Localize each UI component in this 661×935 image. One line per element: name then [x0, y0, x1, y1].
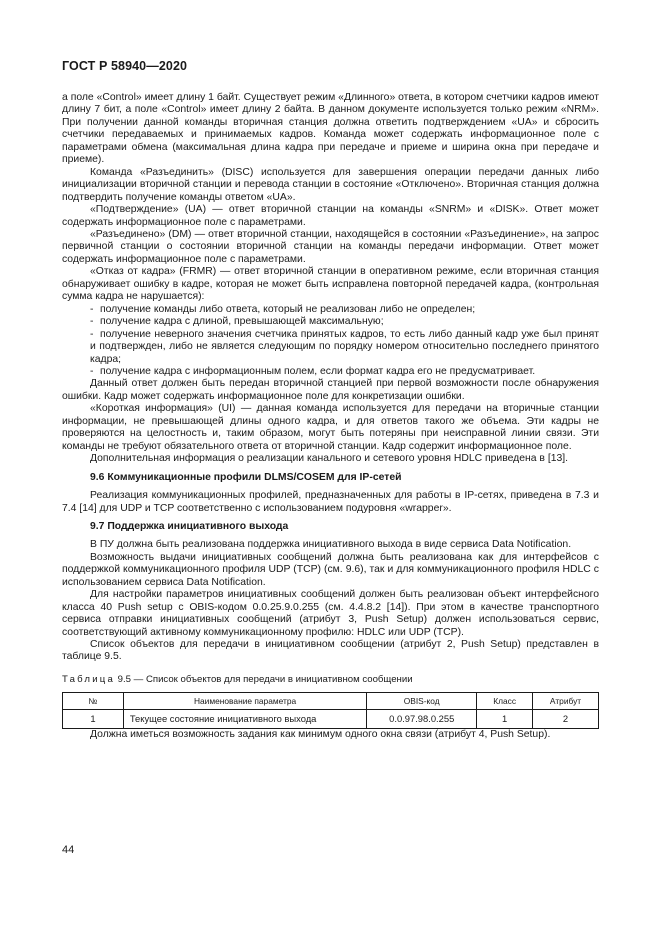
column-header: Атрибут [533, 693, 599, 710]
list-item [62, 304, 599, 316]
list-dash: - [90, 303, 94, 315]
table-caption-label: Таблица [62, 673, 116, 685]
list-item [62, 316, 599, 328]
column-header: Наименование параметра [123, 693, 366, 710]
paragraph: Данный ответ должен быть передан вторичной станцией при первой возможности после обнаружения ошибки. Кадр может содержать информационное поле для конкретизации ошибки. [62, 378, 599, 402]
table-row [63, 710, 599, 729]
table-cell: 0.0.97.98.0.255 [367, 710, 477, 729]
list-item [62, 366, 599, 378]
list-item [62, 329, 599, 366]
list-item-text: получение кадра с длиной, превышающей максимальную; [100, 316, 384, 328]
table-caption [62, 674, 599, 686]
document-header: ГОСТ Р 58940—2020 [62, 59, 188, 73]
paragraph: Список объектов для передачи в инициативном сообщении (атрибут 2, Push Setup) представлен в таблице 9.5. [62, 639, 599, 663]
table-caption-title: 9.5 — Список объектов для передачи в инициативном сообщении [115, 673, 413, 685]
table-cell: 2 [533, 710, 599, 729]
paragraph: Реализация коммуникационных профилей, предназначенных для работы в IP-сетях, приведена в 7.3 и 7.4 [14] для UDP и TCP соответственно с использованием подуровня «wrapper». [62, 490, 599, 514]
table-cell: 1 [63, 710, 124, 729]
paragraph: Команда «Разъединить» (DISC) используется для завершения операции передачи данных либо инициализации вторичной станции и перевода станции в состояние «Отключено». Вторичная станция должна подтвердить получение команды ответом «UA». [62, 166, 599, 203]
paragraph: Должна иметься возможность задания как минимум одного окна связи (атрибут 4, Push Setup). [90, 729, 551, 741]
table-header-row [63, 693, 599, 710]
paragraph: Дополнительная информация о реализации канального и сетевого уровня HDLC приведена в [13]. [90, 453, 569, 465]
paragraph: Возможность выдачи инициативных сообщений должна быть реализована как для интерфейсов с поддержкой коммуникационного профиля UDP (TCP) (см. 9.6), так и для коммуникационного профиля HDLC с использованием сервиса Data Notification. [62, 551, 599, 588]
paragraph: «Короткая информация» (UI) — данная команда используется для передачи на вторичные станции информации, не превышающей длины одного кадра, и для ответов такого же объема. Эти кадры не проверяются на целостность и, таким образом, могут быть потеряны при неисправной линии связи. Эти команды не требуют обязательного ответа от вторичной станции. Кадр содержит информационное поле. [62, 403, 599, 452]
page-number: 44 [62, 844, 75, 856]
table-cell: Текущее состояние инициативного выхода [123, 710, 366, 729]
paragraph: В ПУ должна быть реализована поддержка инициативного выхода в виде сервиса Data Notification. [90, 539, 572, 551]
list-dash: - [90, 365, 94, 377]
column-header: Класс [477, 693, 533, 710]
document-body [62, 92, 599, 742]
list-dash: - [90, 328, 94, 340]
list-item-text: получение кадра с информационным полем, если формат кадра его не предусматривает. [100, 365, 536, 377]
column-header: № [63, 693, 124, 710]
objects-table [62, 692, 599, 729]
section-heading-9-6: 9.6 Коммуникационные профили DLMS/COSEM для IP-сетей [90, 471, 402, 483]
paragraph: «Разъединено» (DM) — ответ вторичной станции, находящейся в состоянии «Разъединение», на запрос первичной станции о состоянии вторичной станции на команды передачи информации. Ответ может содержать информационное поле с параметрами. [62, 228, 599, 265]
column-header: OBIS-код [367, 693, 477, 710]
paragraph: «Подтверждение» (UA) — ответ вторичной станции на команды «SNRM» и «DISK». Ответ может содержать информационное поле с параметрами. [62, 204, 599, 228]
paragraph: Для настройки параметров инициативных сообщений должен быть реализован объект интерфейсного класса 40 Push setup с OBIS-кодом 0.0.25.9.0.255 (см. 4.4.8.2 [14]). При этом в качестве транспортного сервиса отправки инициативных сообщений (атрибут 3, Push Setup) должен использоваться сервис, соответствующий активному коммуникационному профилю: HDLC или UDP (TCP). [62, 589, 599, 638]
list-item-text: получение неверного значения счетчика принятых кадров, то есть либо данный кадр уже был принят и подтвержден, либо не является следующим по порядку номером относительно последнего принятого кадра; [90, 328, 599, 365]
paragraph: «Отказ от кадра» (FRMR) — ответ вторичной станции в оперативном режиме, если вторичная станция обнаруживает ошибку в кадре, которая не может быть исправлена повторной передачей кадра, (контрольная сумма кадра не нарушается): [62, 266, 599, 303]
table-cell: 1 [477, 710, 533, 729]
paragraph: а поле «Control» имеет длину 1 байт. Существует режим «Длинного» ответа, в котором счетчики кадров имеют длину 7 бит, а поле «Control» имеет длину 2 байта. В данном документе используется только режим «NRM». При получении данной команды вторичная станция должна ответить подтверждением «UA» и сбросить счетчики передаваемых и принимаемых кадров. Команда может содержать информационное поле с параметрами обмена (максимальная длина кадра при передаче и приеме и ширина окна при передаче и приеме). [62, 92, 599, 166]
list-dash: - [90, 316, 94, 328]
section-heading-9-7: 9.7 Поддержка инициативного выхода [90, 520, 289, 532]
list-item-text: получение команды либо ответа, который не реализован либо не определен; [100, 303, 476, 315]
